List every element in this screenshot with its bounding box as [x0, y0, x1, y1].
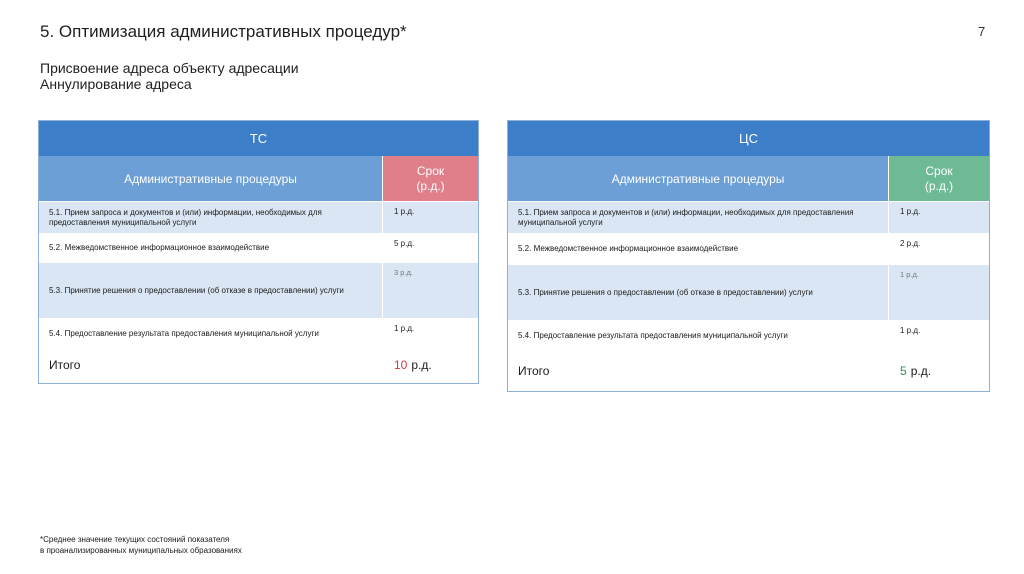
term-cell: 1 р.д.: [888, 321, 989, 351]
subtitle-line-1: Присвоение адреса объекту адресации: [40, 60, 299, 76]
column-header-procedures: Административные процедуры: [508, 156, 888, 201]
footnote-line-1: *Среднее значение текущих состояний показателя: [40, 535, 230, 544]
table-row: [39, 201, 478, 233]
procedure-cell: 5.1. Прием запроса и документов и (или) информации, необходимых для предоставления муниципальной услуги: [518, 207, 854, 227]
table-row: [508, 320, 989, 351]
table-row: [508, 201, 989, 233]
term-header-line-1: Срок: [416, 163, 445, 178]
total-value-cell: [382, 350, 478, 380]
total-value-cell: [888, 352, 989, 390]
term-header-line-1: Срок: [925, 163, 953, 178]
term-cell: 3 р.д.: [382, 263, 478, 318]
procedure-cell: 5.2. Межведомственное информационное взаимодействие: [518, 244, 739, 253]
term-header-line-2: (р.д.): [924, 178, 954, 193]
table-tc-column-headers: [39, 156, 478, 201]
procedure-cell: 5.3. Принятие решения о предоставлении (об отказе в предоставлении) услуги: [518, 287, 813, 297]
footnote-line-2: в проанализированных муниципальных образованиях: [40, 546, 242, 555]
table-total-row: [508, 351, 989, 390]
table-cs-header: ЦС: [508, 121, 989, 156]
column-header-term: [382, 156, 478, 201]
procedure-cell: 5.3. Принятие решения о предоставлении (об отказе в предоставлении) услуги: [49, 285, 344, 295]
procedure-cell: 5.2. Межведомственное информационное взаимодействие: [49, 243, 270, 252]
subtitle: [40, 60, 299, 92]
slide-title: 5. Оптимизация административных процедур*: [40, 22, 407, 41]
total-label: Итого: [518, 364, 550, 378]
column-header-procedures: Административные процедуры: [39, 156, 382, 201]
table-cs: [507, 120, 990, 392]
procedure-cell: 5.4. Предоставление результата предоставления муниципальной услуги: [49, 329, 319, 338]
table-row: [508, 264, 989, 320]
procedure-cell: 5.4. Предоставление результата предоставления муниципальной услуги: [518, 331, 788, 340]
total-unit: р.д.: [910, 364, 932, 378]
table-tc-header: ТС: [39, 121, 478, 156]
table-row: [39, 262, 478, 318]
table-row: [39, 233, 478, 262]
table-tc: [38, 120, 479, 384]
term-cell: 1 р.д.: [888, 202, 989, 233]
total-value: 10: [394, 358, 408, 372]
table-total-row: [39, 349, 478, 380]
table-row: [39, 318, 478, 349]
table-cs-column-headers: [508, 156, 989, 201]
table-row: [508, 233, 989, 264]
page-number: 7: [978, 24, 986, 39]
subtitle-line-2: Аннулирование адреса: [40, 76, 192, 92]
term-cell: 2 р.д.: [888, 234, 989, 264]
term-cell: 1 р.д.: [888, 265, 989, 320]
term-cell: 1 р.д.: [382, 319, 478, 349]
total-value: 5: [900, 364, 907, 378]
term-cell: 1 р.д.: [382, 202, 478, 233]
column-header-term: [888, 156, 989, 201]
term-cell: 5 р.д.: [382, 234, 478, 262]
total-label: Итого: [49, 358, 81, 372]
term-header-line-2: (р.д.): [416, 178, 445, 193]
total-unit: р.д.: [411, 358, 432, 372]
procedure-cell: 5.1. Прием запроса и документов и (или) информации, необходимых для предоставления муниципальной услуги: [49, 207, 322, 227]
footnote: [40, 534, 242, 556]
